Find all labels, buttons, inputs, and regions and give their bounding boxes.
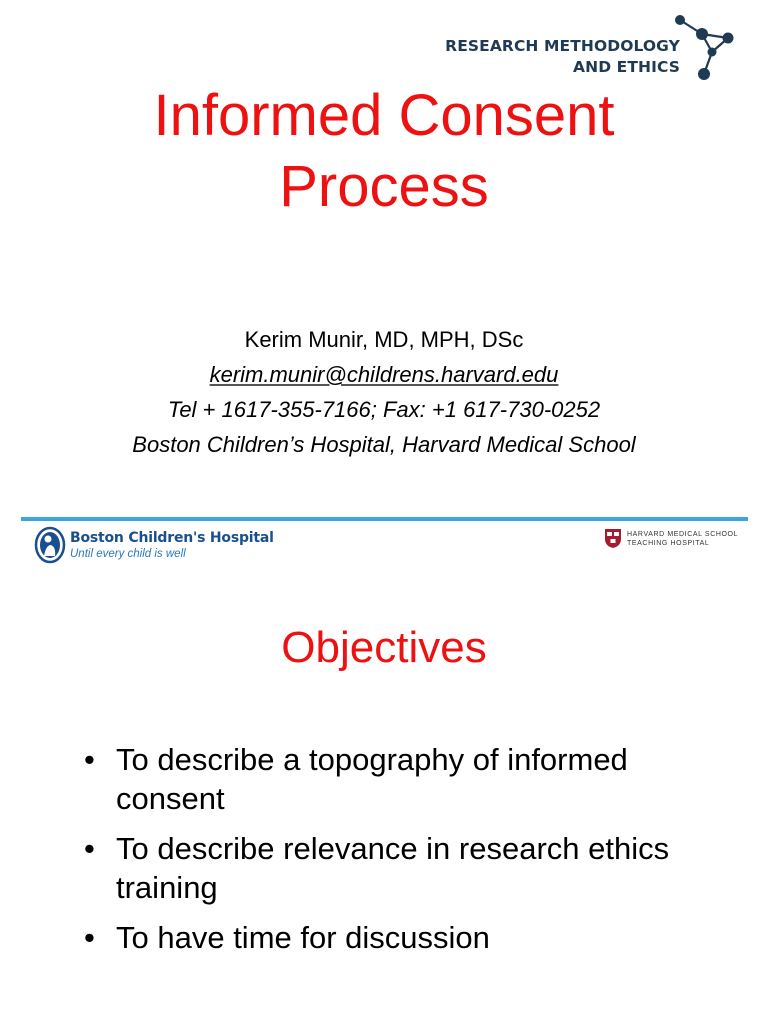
list-item (84, 829, 724, 907)
logo-line-1: RESEARCH METHODOLOGY (445, 37, 680, 55)
research-methodology-logo (418, 12, 738, 88)
title-line-2: Process (279, 154, 489, 219)
slide-title (0, 80, 768, 222)
title-line-1: Informed Consent (153, 83, 615, 148)
harvard-shield-icon (604, 528, 622, 549)
email-link[interactable]: kerim.munir@childrens.harvard.edu (209, 362, 559, 387)
objectives-list (84, 740, 724, 968)
bullet-text: To describe a topography of informed consent (116, 742, 628, 816)
divider-line (21, 517, 748, 521)
bullet-text: To describe relevance in research ethics training (116, 831, 670, 905)
list-item (84, 918, 724, 957)
list-item (84, 740, 724, 818)
author-info (0, 322, 768, 462)
logo-line-2: AND ETHICS (573, 58, 680, 76)
research-methodology-logo-text (418, 36, 680, 78)
harvard-medical-school-logo (604, 528, 744, 552)
boston-childrens-tagline: Until every child is well (70, 548, 186, 560)
bullet-icon: • (84, 920, 95, 955)
objectives-title: Objectives (281, 623, 487, 672)
author-phone: Tel + 1617-355-7166; Fax: +1 617-730-0252 (167, 397, 601, 422)
harvard-line-2: TEACHING HOSPITAL (627, 540, 710, 547)
harvard-text (627, 530, 738, 548)
author-email (0, 357, 768, 392)
author-institution: Boston Children’s Hospital, Harvard Medical School (132, 432, 636, 457)
harvard-line-1: HARVARD MEDICAL SCHOOL (627, 531, 739, 538)
author-name: Kerim Munir, MD, MPH, DSc (244, 327, 524, 352)
boston-childrens-name: Boston Children's Hospital (70, 530, 274, 546)
bullet-icon: • (84, 742, 95, 777)
bullet-text: To have time for discussion (116, 920, 490, 955)
molecule-icon (672, 12, 738, 84)
bullet-icon: • (84, 831, 95, 866)
boston-childrens-logo (34, 524, 274, 566)
boston-childrens-emblem-icon (34, 526, 66, 564)
